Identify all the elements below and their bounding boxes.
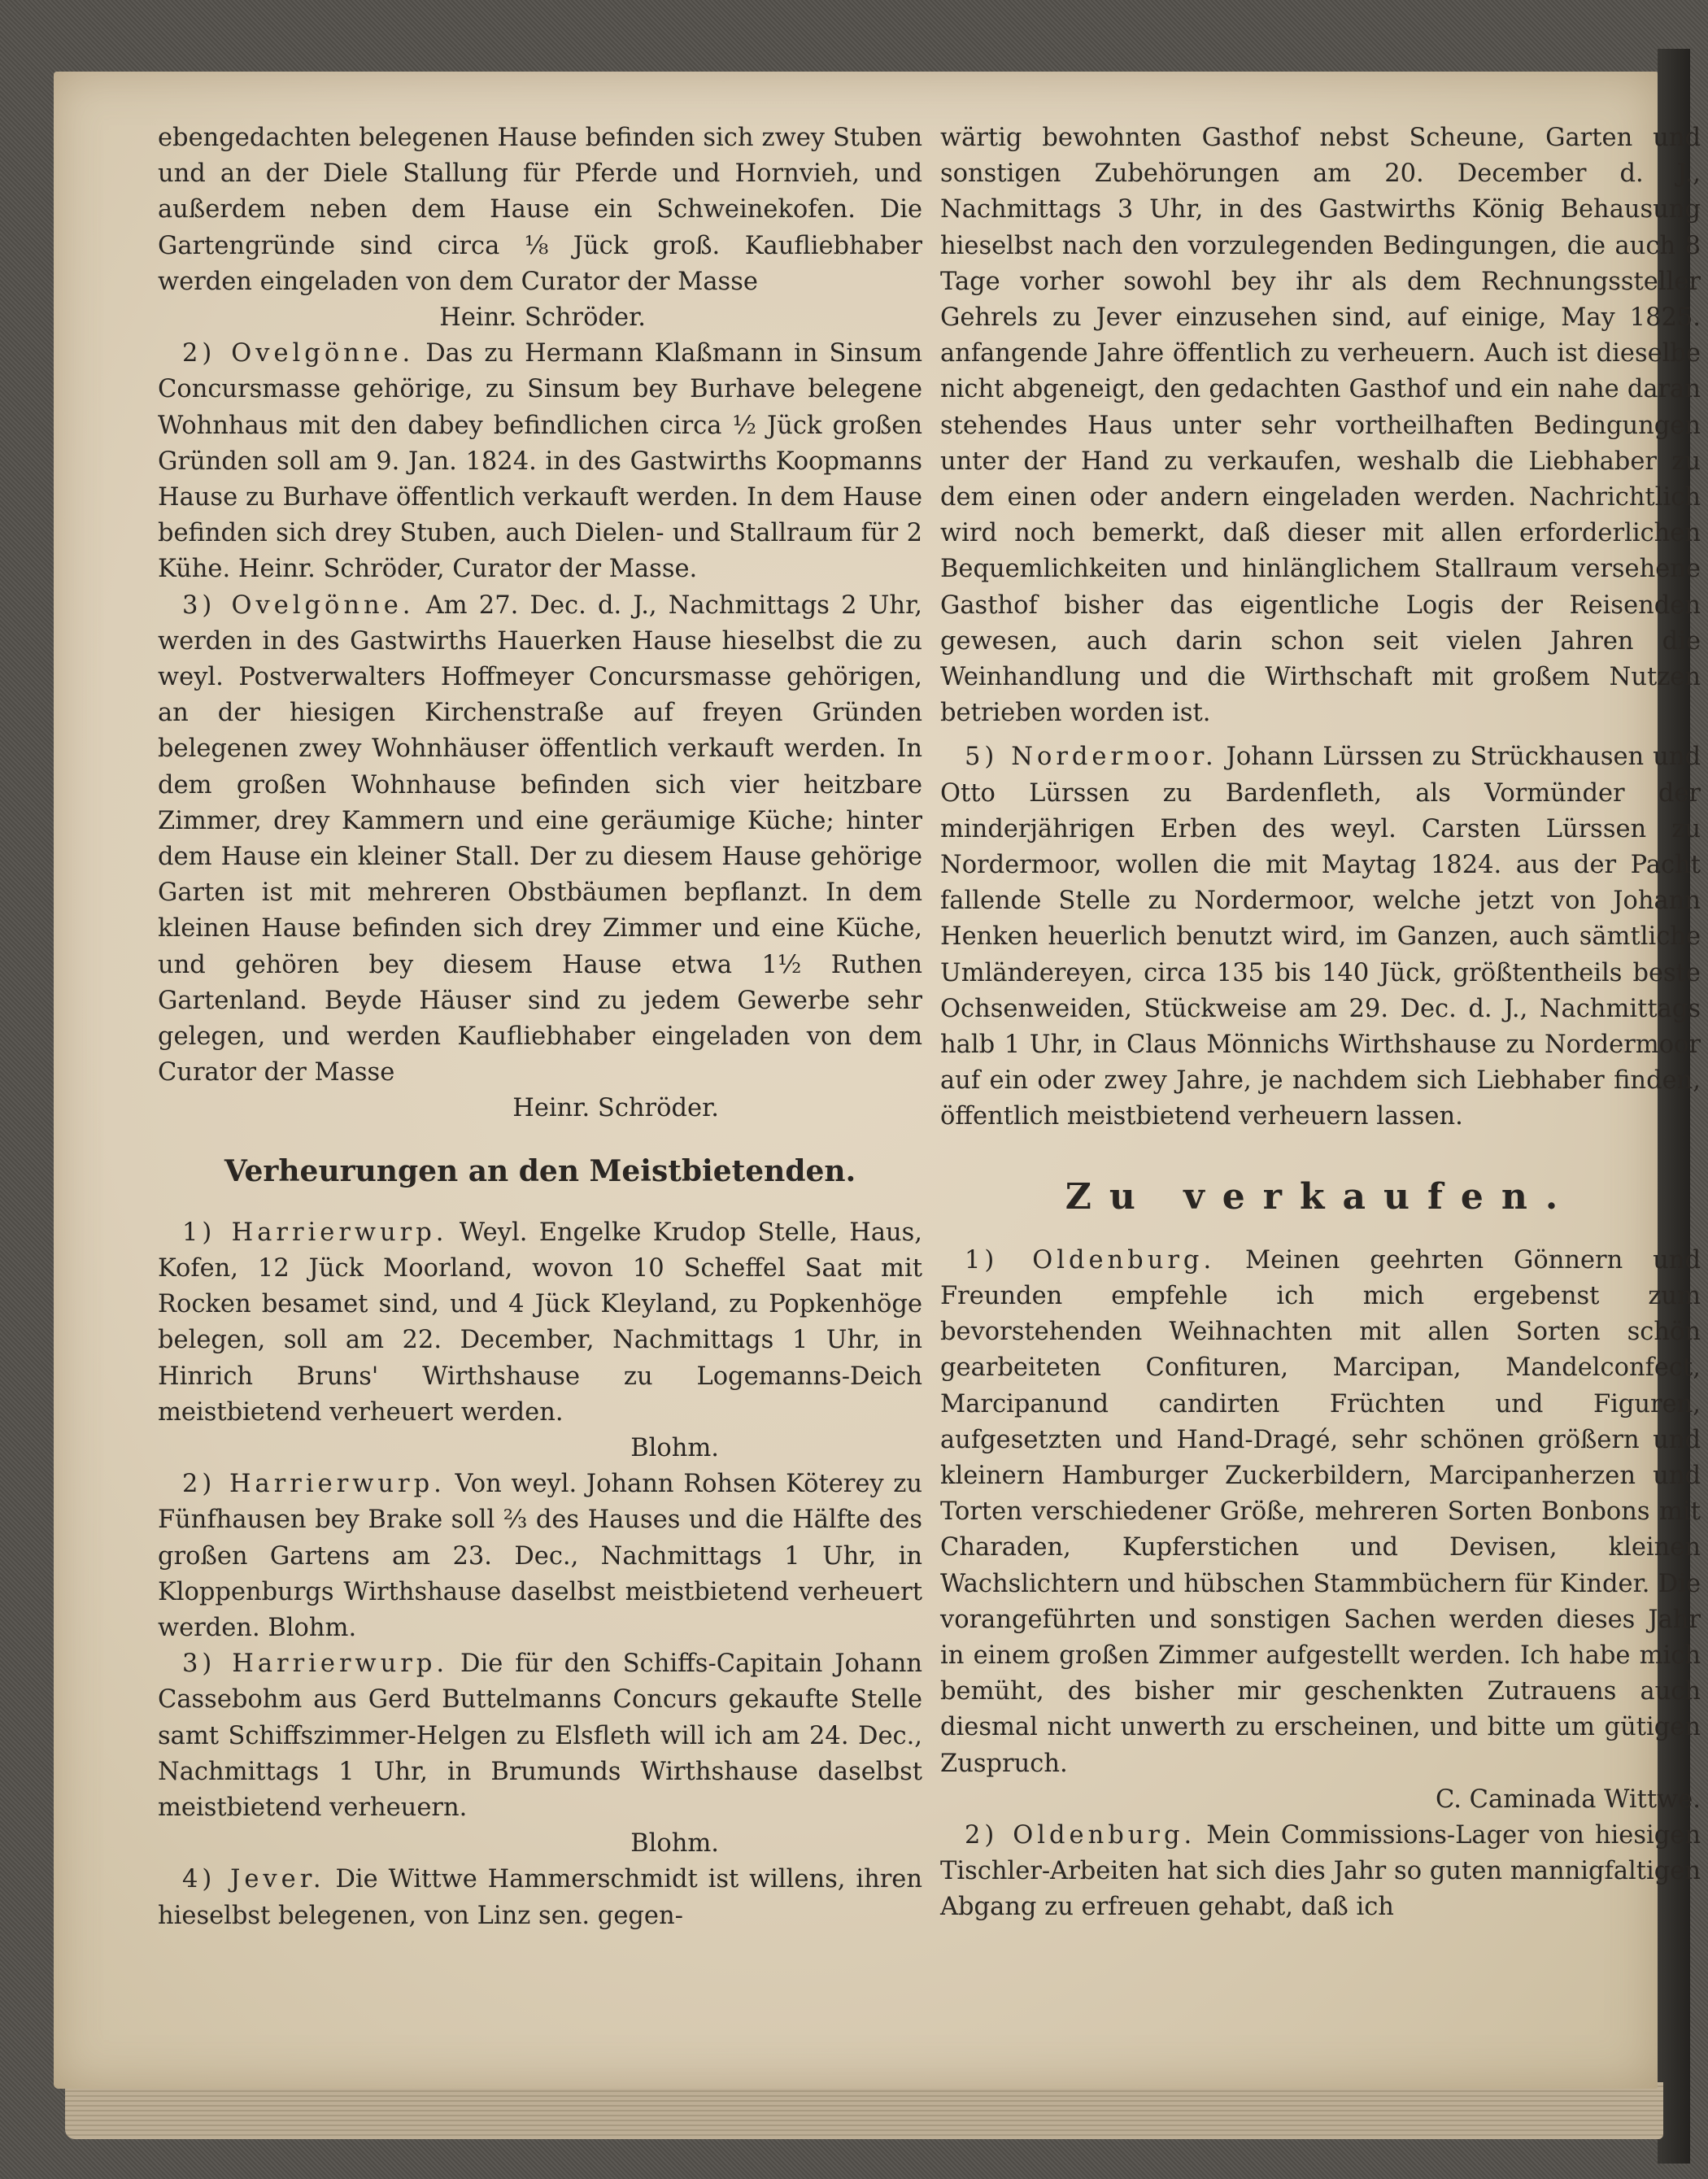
notice-text: Von weyl. Johann Rohsen Köterey zu Fünfhausen bey Brake soll ⅔ des Hauses und die Hälfte des großen Gartens am 23. Dec., Nachmittags 1 Uhr, in Kloppenburgs Wirthshause daselbst meistbietend verheuert werden.	[158, 1470, 922, 1642]
notice-text: Die Wittwe Hammerschmidt ist willens, ihren hieselbst belegenen, von Linz sen. gegen-	[158, 1865, 922, 1930]
signature: Blohm.	[630, 1433, 719, 1462]
notice-item	[158, 1862, 922, 1933]
signature: Blohm.	[630, 1829, 719, 1859]
place-label: 3) Ovelgönne.	[182, 591, 415, 620]
newspaper-page	[54, 72, 1701, 2089]
page-stack-edge	[65, 2082, 1663, 2139]
notice-text: Das zu Hermann Klaßmann in Sinsum Concursmasse gehörige, zu Sinsum bey Burhave belegene Wohnhaus mit den dabey befindlichen circa ½ Jück großen Gründen soll am 9. Jan. 1824. in des Gastwirths Koopmanns Hause zu Burhave öffentlich verkauft werden. In dem Hause befinden sich drey Stuben, auch Dielen- und Stallraum für 2 Kühe.	[158, 339, 922, 584]
notice-text: Die für den Schiffs-Capitain Johann Cassebohm aus Gerd Buttelmanns Concurs gekaufte Stelle samt Schiffszimmer-Helgen zu Elsfleth will ich am 24. Dec., Nachmittags 1 Uhr, in Brumunds Wirthshause daselbst meistbietend verheuern.	[158, 1650, 922, 1822]
place-label: 2) Harrierwurp.	[182, 1470, 446, 1499]
paragraph-continued	[940, 120, 1701, 731]
notice-item	[158, 336, 922, 587]
left-column	[158, 120, 922, 1934]
notice-text: Johann Lürssen zu Strückhausen und Otto Lürssen zu Bardenfleth, als Vormünder der minderjährigen Erben des weyl. Carsten Lürssen zu Nordermoor, wollen die mit Maytag 1824. aus der Pacht fallende Stelle zu Nordermoor, welche jetzt von Johann Henken heuerlich benutzt wird, im Ganzen, auch sämtliche Umländereyen, circa 135 bis 140 Jück, größtentheils beste Ochsenweiden, Stückweise am 29. Dec. d. J., Nachmittags halb 1 Uhr, in Claus Mönnichs Wirthshause zu Nordermoor auf ein oder zwey Jahre, je nachdem sich Liebhaber finden, öffentlich meistbietend verheuern lassen.	[940, 743, 1701, 1131]
paragraph-intro	[158, 120, 922, 300]
notice-item	[158, 1215, 922, 1431]
section-heading: Verheurungen an den Meistbietenden.	[224, 1153, 856, 1188]
notice-text: Weyl. Engelke Krudop Stelle, Haus, Kofen, 12 Jück Moorland, wovon 10 Scheffel Saat mit Rocken besamet sind, und 4 Jück Kleyland, zu Popkenhöge belegen, soll am 22. December, Nachmittags 1 Uhr, in Hinrich Bruns' Wirthshause zu Logemanns-Deich meistbietend verheuert werden.	[158, 1218, 923, 1427]
signature: Heinr. Schröder, Curator der Masse.	[237, 555, 698, 584]
signature: C. Caminada Wittwe.	[1436, 1785, 1701, 1814]
notice-item	[158, 1466, 922, 1646]
notice-text: Meinen geehrten Gönnern und Freunden empfehle ich mich ergebenst zum bevorstehenden Weihnachten mit allen Sorten schön gearbeiteten Confituren, Marcipan, Mandelconfect, Marcipanund candirten Früchten und Figuren, aufgesetzten und Hand-Dragé, sehr schönen größern und kleinern Hamburger Zuckerbildern, Marcipanherzen und Torten verschiedener Größe, mehreren Sorten Bonbons mit Charaden, Kupferstichen und Devisen, kleinen Wachslichtern und hübschen Stammbüchern für Kinder. Die vorangeführten und sonstigen Sachen werden dieses Jahr in einem großen Zimmer aufgestellt werden. Ich habe mich bemüht, des bisher mir geschenkten Zutrauens auch diesmal nicht unwerth zu erscheinen, und bitte um gütigen Zuspruch.	[940, 1245, 1701, 1778]
place-label: 4) Jever.	[182, 1865, 325, 1894]
notice-item	[940, 1243, 1701, 1782]
signature: Heinr. Schröder.	[512, 1094, 719, 1123]
notice-text: Am 27. Dec. d. J., Nachmittags 2 Uhr, werden in des Gastwirths Hauerken Hause hieselbst die zu weyl. Postverwalters Hoffmeyer Concursmasse gehörigen, an der hiesigen Kirchenstraße auf freyen Gründen belegenen zwey Wohnhäuser öffentlich verkauft werden. In dem großen Wohnhause befinden sich vier heitzbare Zimmer, drey Kammern und eine geräumige Küche; hinter dem Hause ein kleiner Stall. Der zu diesem Hause gehörige Garten ist mit mehreren Obstbäumen bepflanzt. In dem kleinen Hause befinden sich drey Zimmer und eine Küche, und gehören bey diesem Hause etwa 1½ Ruthen Gartenland. Beyde Häuser sind zu jedem Gewerbe sehr gelegen, und werden Kaufliebhaber eingeladen von dem Curator der Masse	[158, 591, 922, 1087]
place-label: 2) Ovelgönne.	[182, 339, 415, 368]
notice-item	[158, 1646, 922, 1826]
section-heading: Zu verkaufen.	[1065, 1175, 1576, 1218]
place-label: 2) Oldenburg.	[965, 1820, 1196, 1850]
place-label: 3) Harrierwurp.	[182, 1650, 449, 1679]
notice-item	[158, 588, 922, 1092]
notice-item	[940, 739, 1701, 1135]
notice-text: wärtig bewohnten Gasthof nebst Scheune, Garten und sonstigen Zubehörungen am 20. December d. J., Nachmittags 3 Uhr, in des Gastwirths König Behausung hieselbst nach den vorzulegenden Bedingungen, die auch 8 Tage vorher sowohl bey ihr als dem Rechnungssteller Gehrels zu Jever einzusehen sind, auf einige, May 1825. anfangende Jahre öffentlich zu verheuern. Auch ist dieselbe nicht abgeneigt, den gedachten Gasthof und ein nahe daran stehendes Haus unter sehr vortheilhaften Bedingungen unter der Hand zu verkaufen, weshalb die Liebhaber zu dem einen oder andern eingeladen werden. Nachrichtlich wird noch bemerkt, daß dieser mit allen erforderlichen Bequemlichkeiten und hinlänglichem Stallraum versehene Gasthof bisher das eigentliche Logis der Reisenden gewesen, auch darin schon seit vielen Jahren die Weinhandlung und die Wirthschaft mit großem Nutzen betrieben worden ist.	[940, 124, 1701, 728]
place-label: 5) Nordermoor.	[965, 743, 1218, 772]
right-column	[940, 120, 1701, 1926]
signature: Heinr. Schröder.	[439, 303, 646, 333]
intro-text: ebengedachten belegenen Hause befinden sich zwey Stuben und an der Diele Stallung für Pferde und Hornvieh, und außerdem neben dem Hause ein Schweinekofen. Die Gartengründe sind circa ⅛ Jück groß. Kaufliebhaber werden eingeladen von dem Curator der Masse	[158, 124, 922, 296]
notice-item	[940, 1818, 1701, 1926]
place-label: 1) Oldenburg.	[965, 1245, 1216, 1275]
signature: Blohm.	[268, 1613, 357, 1642]
notice-text: Mein Commissions-Lager von hiesigen Tischler-Arbeiten hat sich dies Jahr so guten mannigfaltigen Abgang zu erfreuen gehabt, daß ich	[940, 1820, 1701, 1922]
place-label: 1) Harrierwurp.	[182, 1218, 448, 1247]
